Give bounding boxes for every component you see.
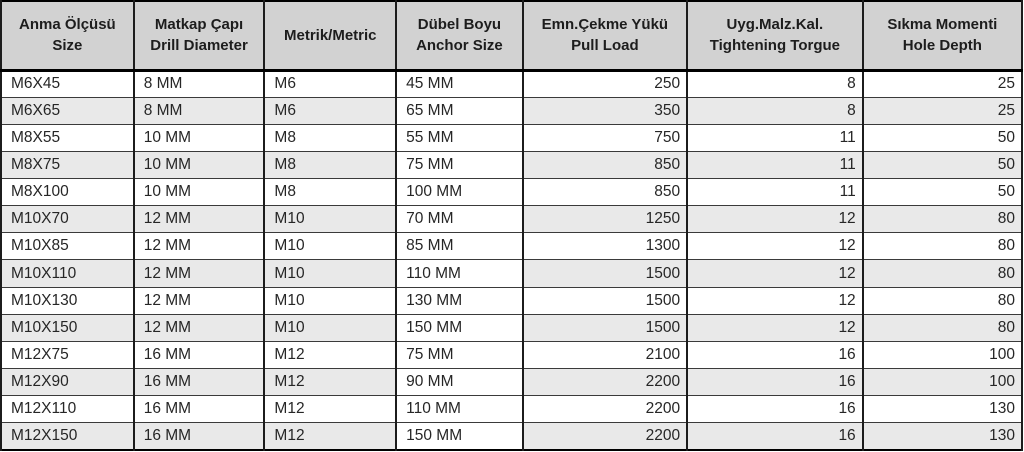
cell-size: M12X110 bbox=[1, 396, 134, 423]
cell-metric: M8 bbox=[264, 179, 396, 206]
cell-size: M10X110 bbox=[1, 260, 134, 287]
cell-size: M8X55 bbox=[1, 124, 134, 151]
cell-tightening-torque: 11 bbox=[687, 151, 863, 178]
cell-drill-diameter: 12 MM bbox=[134, 233, 265, 260]
column-header-anchor-size bbox=[396, 1, 523, 70]
table-row bbox=[1, 206, 1022, 233]
header-label-tr: Emn.Çekme Yükü bbox=[541, 16, 669, 34]
cell-pull-load: 750 bbox=[523, 124, 687, 151]
cell-metric: M8 bbox=[264, 151, 396, 178]
cell-metric: M10 bbox=[264, 287, 396, 314]
cell-drill-diameter: 16 MM bbox=[134, 341, 265, 368]
header-label-tr: Uyg.Malz.Kal. bbox=[726, 16, 824, 34]
cell-drill-diameter: 12 MM bbox=[134, 260, 265, 287]
header-label-en: Size bbox=[52, 37, 83, 55]
cell-anchor-size: 150 MM bbox=[396, 423, 523, 450]
table-row bbox=[1, 423, 1022, 450]
cell-drill-diameter: 10 MM bbox=[134, 179, 265, 206]
cell-pull-load: 2100 bbox=[523, 341, 687, 368]
cell-metric: M8 bbox=[264, 124, 396, 151]
table-row bbox=[1, 369, 1022, 396]
cell-metric: M12 bbox=[264, 369, 396, 396]
cell-pull-load: 1500 bbox=[523, 260, 687, 287]
cell-anchor-size: 55 MM bbox=[396, 124, 523, 151]
cell-size: M12X75 bbox=[1, 341, 134, 368]
cell-hole-depth: 50 bbox=[863, 151, 1022, 178]
header-label-tr: Anma Ölçüsü bbox=[19, 16, 116, 34]
cell-metric: M10 bbox=[264, 233, 396, 260]
column-header-drill-diameter bbox=[134, 1, 265, 70]
cell-pull-load: 350 bbox=[523, 97, 687, 124]
cell-anchor-size: 130 MM bbox=[396, 287, 523, 314]
cell-size: M10X70 bbox=[1, 206, 134, 233]
column-header-size bbox=[1, 1, 134, 70]
cell-metric: M10 bbox=[264, 314, 396, 341]
cell-hole-depth: 80 bbox=[863, 287, 1022, 314]
table-row bbox=[1, 396, 1022, 423]
table-row bbox=[1, 179, 1022, 206]
cell-pull-load: 1250 bbox=[523, 206, 687, 233]
cell-pull-load: 250 bbox=[523, 70, 687, 97]
cell-tightening-torque: 12 bbox=[687, 206, 863, 233]
cell-tightening-torque: 16 bbox=[687, 423, 863, 450]
cell-pull-load: 1500 bbox=[523, 287, 687, 314]
cell-size: M10X150 bbox=[1, 314, 134, 341]
cell-tightening-torque: 8 bbox=[687, 97, 863, 124]
cell-metric: M10 bbox=[264, 206, 396, 233]
cell-tightening-torque: 12 bbox=[687, 260, 863, 287]
cell-size: M8X75 bbox=[1, 151, 134, 178]
table-row bbox=[1, 314, 1022, 341]
cell-metric: M12 bbox=[264, 396, 396, 423]
cell-hole-depth: 130 bbox=[863, 423, 1022, 450]
header-label-en: Hole Depth bbox=[902, 37, 982, 55]
cell-metric: M6 bbox=[264, 70, 396, 97]
cell-pull-load: 850 bbox=[523, 179, 687, 206]
table-row bbox=[1, 287, 1022, 314]
cell-size: M10X85 bbox=[1, 233, 134, 260]
cell-hole-depth: 100 bbox=[863, 341, 1022, 368]
cell-hole-depth: 80 bbox=[863, 233, 1022, 260]
header-label-en: Tightening Torgue bbox=[709, 37, 841, 55]
cell-anchor-size: 45 MM bbox=[396, 70, 523, 97]
table-row bbox=[1, 97, 1022, 124]
cell-anchor-size: 100 MM bbox=[396, 179, 523, 206]
cell-anchor-size: 65 MM bbox=[396, 97, 523, 124]
table-row bbox=[1, 124, 1022, 151]
cell-tightening-torque: 12 bbox=[687, 287, 863, 314]
cell-anchor-size: 90 MM bbox=[396, 369, 523, 396]
column-header-hole-depth bbox=[863, 1, 1022, 70]
cell-drill-diameter: 12 MM bbox=[134, 206, 265, 233]
cell-pull-load: 850 bbox=[523, 151, 687, 178]
cell-hole-depth: 130 bbox=[863, 396, 1022, 423]
cell-size: M12X90 bbox=[1, 369, 134, 396]
header-label-en: Drill Diameter bbox=[150, 37, 248, 55]
cell-anchor-size: 75 MM bbox=[396, 151, 523, 178]
cell-anchor-size: 150 MM bbox=[396, 314, 523, 341]
cell-hole-depth: 80 bbox=[863, 260, 1022, 287]
cell-hole-depth: 50 bbox=[863, 124, 1022, 151]
cell-pull-load: 1500 bbox=[523, 314, 687, 341]
header-row bbox=[1, 1, 1022, 70]
table-header bbox=[1, 1, 1022, 70]
cell-drill-diameter: 12 MM bbox=[134, 287, 265, 314]
table-row bbox=[1, 151, 1022, 178]
cell-hole-depth: 80 bbox=[863, 314, 1022, 341]
cell-drill-diameter: 10 MM bbox=[134, 151, 265, 178]
cell-hole-depth: 50 bbox=[863, 179, 1022, 206]
table-row bbox=[1, 70, 1022, 97]
cell-anchor-size: 70 MM bbox=[396, 206, 523, 233]
cell-metric: M6 bbox=[264, 97, 396, 124]
cell-size: M6X45 bbox=[1, 70, 134, 97]
cell-tightening-torque: 16 bbox=[687, 341, 863, 368]
cell-hole-depth: 25 bbox=[863, 70, 1022, 97]
column-header-metric bbox=[264, 1, 396, 70]
cell-tightening-torque: 8 bbox=[687, 70, 863, 97]
cell-size: M12X150 bbox=[1, 423, 134, 450]
cell-size: M10X130 bbox=[1, 287, 134, 314]
header-label-tr: Matkap Çapı bbox=[154, 16, 244, 34]
cell-tightening-torque: 11 bbox=[687, 179, 863, 206]
cell-metric: M10 bbox=[264, 260, 396, 287]
cell-drill-diameter: 12 MM bbox=[134, 314, 265, 341]
header-label-tr: Metrik/Metric bbox=[283, 26, 377, 44]
cell-hole-depth: 25 bbox=[863, 97, 1022, 124]
cell-drill-diameter: 8 MM bbox=[134, 97, 265, 124]
table-row bbox=[1, 341, 1022, 368]
cell-anchor-size: 110 MM bbox=[396, 260, 523, 287]
cell-tightening-torque: 12 bbox=[687, 233, 863, 260]
header-label-tr: Dübel Boyu bbox=[417, 16, 502, 34]
column-header-tightening-torque bbox=[687, 1, 863, 70]
cell-drill-diameter: 16 MM bbox=[134, 369, 265, 396]
table-row bbox=[1, 233, 1022, 260]
cell-tightening-torque: 12 bbox=[687, 314, 863, 341]
cell-drill-diameter: 8 MM bbox=[134, 70, 265, 97]
cell-pull-load: 1300 bbox=[523, 233, 687, 260]
header-label-tr: Sıkma Momenti bbox=[887, 16, 998, 34]
cell-anchor-size: 110 MM bbox=[396, 396, 523, 423]
cell-size: M8X100 bbox=[1, 179, 134, 206]
cell-anchor-size: 75 MM bbox=[396, 341, 523, 368]
cell-pull-load: 2200 bbox=[523, 423, 687, 450]
cell-tightening-torque: 16 bbox=[687, 396, 863, 423]
column-header-pull-load bbox=[523, 1, 687, 70]
cell-size: M6X65 bbox=[1, 97, 134, 124]
cell-drill-diameter: 16 MM bbox=[134, 396, 265, 423]
cell-drill-diameter: 10 MM bbox=[134, 124, 265, 151]
header-label-en: Anchor Size bbox=[416, 37, 503, 55]
cell-tightening-torque: 11 bbox=[687, 124, 863, 151]
cell-pull-load: 2200 bbox=[523, 396, 687, 423]
header-label-en: Pull Load bbox=[571, 37, 639, 55]
cell-metric: M12 bbox=[264, 341, 396, 368]
cell-hole-depth: 100 bbox=[863, 369, 1022, 396]
cell-metric: M12 bbox=[264, 423, 396, 450]
cell-drill-diameter: 16 MM bbox=[134, 423, 265, 450]
cell-pull-load: 2200 bbox=[523, 369, 687, 396]
cell-hole-depth: 80 bbox=[863, 206, 1022, 233]
cell-anchor-size: 85 MM bbox=[396, 233, 523, 260]
cell-tightening-torque: 16 bbox=[687, 369, 863, 396]
table-row bbox=[1, 260, 1022, 287]
table-body bbox=[1, 70, 1022, 450]
